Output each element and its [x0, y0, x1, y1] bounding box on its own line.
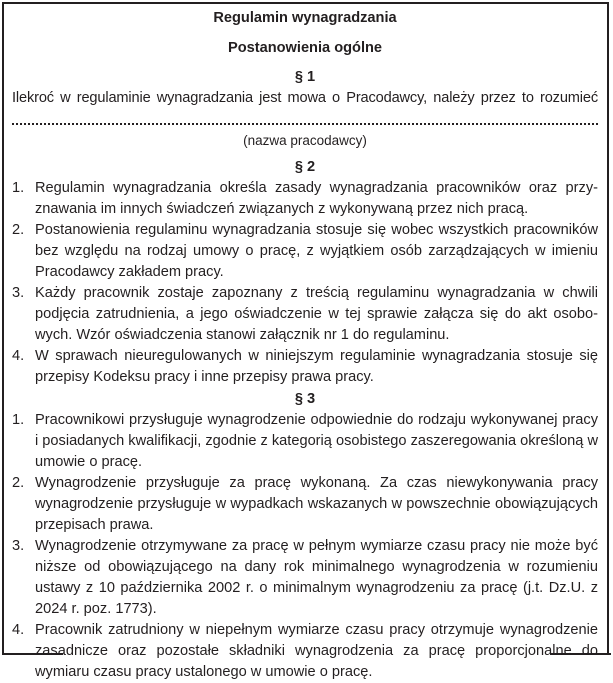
- section-3-list: [12, 410, 598, 683]
- list-item-number: 3.: [12, 538, 25, 554]
- section-3-sign: § 3: [294, 391, 316, 407]
- regulation-document: [12, 8, 598, 683]
- document-title: Regulamin wynagradzania: [213, 10, 397, 26]
- section-1-intro: Ilekroć w regulaminie wynagradzania jest mowa o Pracodawcy, należy przez to rozumieć: [12, 90, 598, 106]
- list-item: [12, 620, 598, 683]
- section-1-sign: § 1: [294, 69, 316, 85]
- list-item: [12, 473, 598, 536]
- list-item-text: Wynagrodzenie przysługuje za pracę wykonaną. Za czas niewykonywania pracy wynagrodzenie przysługuje w wypadkach wskazanych w powszechnie obowiązujących przepisach prawa.: [35, 475, 598, 533]
- list-item-number: 2.: [12, 475, 25, 491]
- list-item-number: 4.: [12, 348, 25, 364]
- employer-name-label: (nazwa pracodawcy): [243, 133, 367, 148]
- list-item: [12, 220, 598, 283]
- list-item: [12, 536, 598, 620]
- employer-name-blank-line: [12, 123, 598, 125]
- list-item-number: 4.: [12, 622, 25, 638]
- section-2-sign: § 2: [294, 159, 316, 175]
- list-item: [12, 178, 598, 220]
- list-item-text: W sprawach nieuregulowanych w niniejszym regulaminie wynagradzania stosuje się przepisy Kodeksu pracy i inne przepisy prawa pracy.: [35, 348, 598, 385]
- list-item-text: Wynagrodzenie otrzymywane za pracę w pełnym wymiarze czasu pracy nie może być niższe od obowiązującego na dany rok minimalnego wynagrodzenia w rozumieniu ustawy z 10 października 2002 r. o minimalnym wynagrodzeniu za pracę (j.t. Dz.U. z 2024 r. poz. 1773).: [35, 538, 598, 617]
- list-item-text: Postanowienia regulaminu wynagradzania stosuje się wobec wszystkich pracowników bez względu na rodzaj umowy o pracę, z wyjątkiem osób zarządzających w imieniu Pracodawcy zakładem pracy.: [35, 222, 598, 280]
- list-item-text: Pracownikowi przysługuje wynagrodzenie odpowiednie do rodzaju wykonywanej pracy i posiadanych kwalifikacji, zgodnie z kategorią osobistego zaszeregowania określoną w umowie o pracę.: [35, 412, 598, 470]
- list-item-number: 1.: [12, 180, 25, 196]
- list-item-text: Pracownik zatrudniony w niepełnym wymiarze czasu pracy otrzymuje wynagrodzenie zasadnicze oraz pozostałe składniki wynagrodzenia za pracę proporcjonalne do wymiaru czasu pracy ustalonego w umowie o pracę.: [35, 622, 598, 680]
- document-subtitle: Postanowienia ogólne: [227, 40, 383, 56]
- section-2-list: [12, 178, 598, 388]
- list-item: [12, 410, 598, 473]
- list-item-number: 1.: [12, 412, 25, 428]
- list-item-text: Każdy pracownik zostaje zapoznany z treścią regulaminu wynagradzania w chwili podjęcia zatrudnienia, a jego oświadczenie w tej sprawie załącza się do akt osobowych. Wzór oświadczenia stanowi załącznik nr 1 do regulaminu.: [35, 285, 598, 343]
- list-item: [12, 346, 598, 388]
- list-item-number: 3.: [12, 285, 25, 301]
- list-item-text: Regulamin wynagradzania określa zasady wynagradzania pracowników oraz przyznawania im innych świadczeń związanych z wykonywaną przez nich pracą.: [35, 180, 598, 217]
- list-item: [12, 283, 598, 346]
- list-item-number: 2.: [12, 222, 25, 238]
